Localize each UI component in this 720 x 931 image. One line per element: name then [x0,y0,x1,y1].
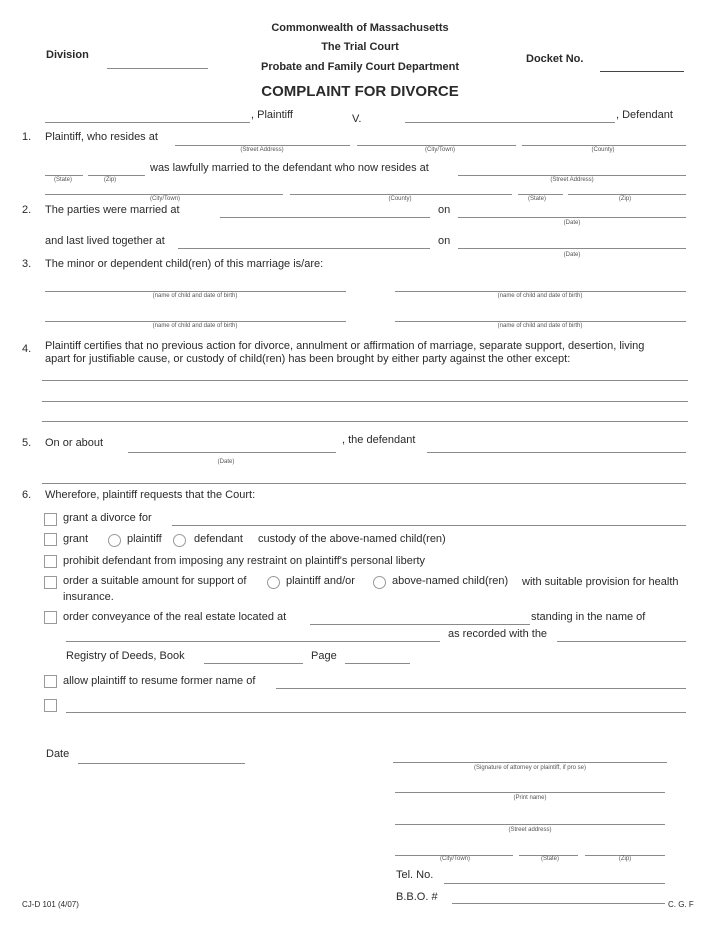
child-3-field[interactable] [45,321,346,322]
print-name-field[interactable] [395,792,665,793]
defendant-city-field[interactable] [45,194,283,195]
date-label: (Date) [563,220,581,226]
form-id: CJ-D 101 (4/07) [22,900,79,909]
header-commonwealth: Commonwealth of Massachusetts [271,22,449,34]
division-label: Division [46,49,89,61]
state-label: (State) [527,196,547,202]
page-label: Page [311,650,337,662]
county-label: (County) [591,147,615,153]
bbo-field[interactable] [452,903,665,904]
defendant-action-field[interactable] [427,452,686,453]
defendant-county-field[interactable] [290,194,512,195]
defendant-name-field[interactable] [405,122,615,123]
defendant-state-field[interactable] [518,194,563,195]
conveyance-label: order conveyance of the real estate located at [63,611,287,623]
section-3-text: The minor or dependent child(ren) of this marriage is/are: [45,258,324,270]
state-label: (State) [540,856,560,862]
custody-checkbox[interactable] [44,533,57,546]
exception-field-3[interactable] [42,421,688,422]
date-label: (Date) [563,252,581,258]
street-label: (Street Address) [240,147,284,153]
custody-plaintiff-radio[interactable] [108,534,121,547]
defendant-street-field[interactable] [458,175,686,176]
support-checkbox[interactable] [44,576,57,589]
section-6-text: Wherefore, plaintiff requests that the Court: [45,489,256,501]
exception-field-1[interactable] [42,380,688,381]
section-5-text: On or about [45,437,104,449]
section-1-text: Plaintiff, who resides at [45,131,158,143]
street-address-label: (Street address) [508,827,552,833]
form-title: COMPLAINT FOR DIVORCE [261,83,459,100]
city-label: (City/Town) [439,856,471,862]
defendant-action-field-2[interactable] [42,483,686,484]
recorded-label: as recorded with the [448,628,548,640]
bbo-label: B.B.O. # [396,891,438,903]
plaintiff-city-field[interactable] [357,145,516,146]
zip-label: (Zip) [618,856,632,862]
child-4-field[interactable] [395,321,686,322]
support-children-radio[interactable] [373,576,386,589]
zip-label: (Zip) [618,196,632,202]
former-name-field[interactable] [276,688,686,689]
street-label: (Street Address) [550,177,594,183]
other-request-field[interactable] [66,712,686,713]
signature-field[interactable] [393,762,667,763]
grant-label: grant [63,533,89,545]
cgf-label: C. G. F [668,900,694,909]
defendant-zip-field[interactable] [568,194,686,195]
tel-field[interactable] [444,883,665,884]
zip-label: (Zip) [103,177,117,183]
section-5-number: 5. [22,437,32,449]
section-2-lived-text: and last lived together at [45,235,165,247]
signature-date-field[interactable] [78,763,245,764]
plaintiff-street-field[interactable] [175,145,350,146]
standing-label: standing in the name of [531,611,646,623]
section-6-number: 6. [22,489,32,501]
custody-label: custody of the above-named child(ren) [258,533,446,545]
section-3-number: 3. [22,258,32,270]
division-field[interactable] [107,68,208,69]
exception-field-2[interactable] [42,401,688,402]
signature-label: (Signature of attorney or plaintiff, if pro se) [474,765,586,771]
page-field[interactable] [345,663,410,664]
section-4-number: 4. [22,343,32,355]
child-label: (name of child and date of birth) [152,323,238,329]
former-name-label: allow plaintiff to resume former name of [63,675,256,687]
support-label: order a suitable amount for support of [63,575,247,587]
registry-book-label: Registry of Deeds, Book [66,650,185,662]
real-estate-field[interactable] [310,624,530,625]
section-1-married-text: was lawfully married to the defendant who now resides at [150,162,429,174]
divorce-checkbox[interactable] [44,513,57,526]
plaintiff-option-label: plaintiff [127,533,162,545]
insurance-label: insurance. [63,591,114,603]
support-children-label: above-named child(ren) [392,575,509,587]
divorce-label: grant a divorce for [63,512,152,524]
date-label: (Date) [217,459,235,465]
last-lived-place-field[interactable] [178,248,430,249]
support-plaintiff-label: plaintiff and/or [286,575,355,587]
support-plaintiff-radio[interactable] [267,576,280,589]
plaintiff-zip-field[interactable] [88,175,145,176]
plaintiff-name-field[interactable] [45,122,250,123]
versus-label: V. [352,113,362,125]
state-label: (State) [53,177,73,183]
section-4-line-1: Plaintiff certifies that no previous action for divorce, annulment or affirmation of marriage, separate support, desertion, living [45,340,645,352]
attorney-street-field[interactable] [395,824,665,825]
prohibit-checkbox[interactable] [44,555,57,568]
book-field[interactable] [204,663,303,664]
defendant-label: , Defendant [616,109,673,121]
child-label: (name of child and date of birth) [497,323,583,329]
marriage-date-field[interactable] [458,217,686,218]
city-label: (City/Town) [424,147,456,153]
on-label: on [438,204,451,216]
county-label: (County) [388,196,412,202]
desertion-date-field[interactable] [128,452,336,453]
section-5-defendant-text: , the defendant [342,434,416,446]
on-label: on [438,235,451,247]
child-2-field[interactable] [395,291,686,292]
marriage-place-field[interactable] [220,217,430,218]
child-1-field[interactable] [45,291,346,292]
tel-label: Tel. No. [396,869,434,881]
former-name-checkbox[interactable] [44,675,57,688]
plaintiff-label: , Plaintiff [251,109,293,121]
section-4-line-2: apart for justifiable cause, or custody of child(ren) has been brought by either party against the other except: [45,353,571,365]
health-label: with suitable provision for health [522,576,679,588]
city-label: (City/Town) [149,196,181,202]
prohibit-label: prohibit defendant from imposing any restraint on plaintiff's personal liberty [63,555,426,567]
other-checkbox[interactable] [44,699,57,712]
docket-field[interactable] [600,71,684,72]
docket-label: Docket No. [526,53,584,65]
date-label: Date [46,748,70,760]
custody-defendant-radio[interactable] [173,534,186,547]
owner-name-field[interactable] [66,641,440,642]
section-2-number: 2. [22,204,32,216]
plaintiff-county-field[interactable] [522,145,686,146]
header-trial-court: The Trial Court [321,41,399,53]
registry-field[interactable] [557,641,686,642]
section-2-text: The parties were married at [45,204,180,216]
child-label: (name of child and date of birth) [152,293,238,299]
plaintiff-state-field[interactable] [45,175,83,176]
last-lived-date-field[interactable] [458,248,686,249]
divorce-grounds-field[interactable] [172,525,686,526]
section-1-number: 1. [22,131,32,143]
conveyance-checkbox[interactable] [44,611,57,624]
defendant-option-label: defendant [194,533,243,545]
print-name-label: (Print name) [513,795,547,801]
header-department: Probate and Family Court Department [260,61,460,73]
child-label: (name of child and date of birth) [497,293,583,299]
